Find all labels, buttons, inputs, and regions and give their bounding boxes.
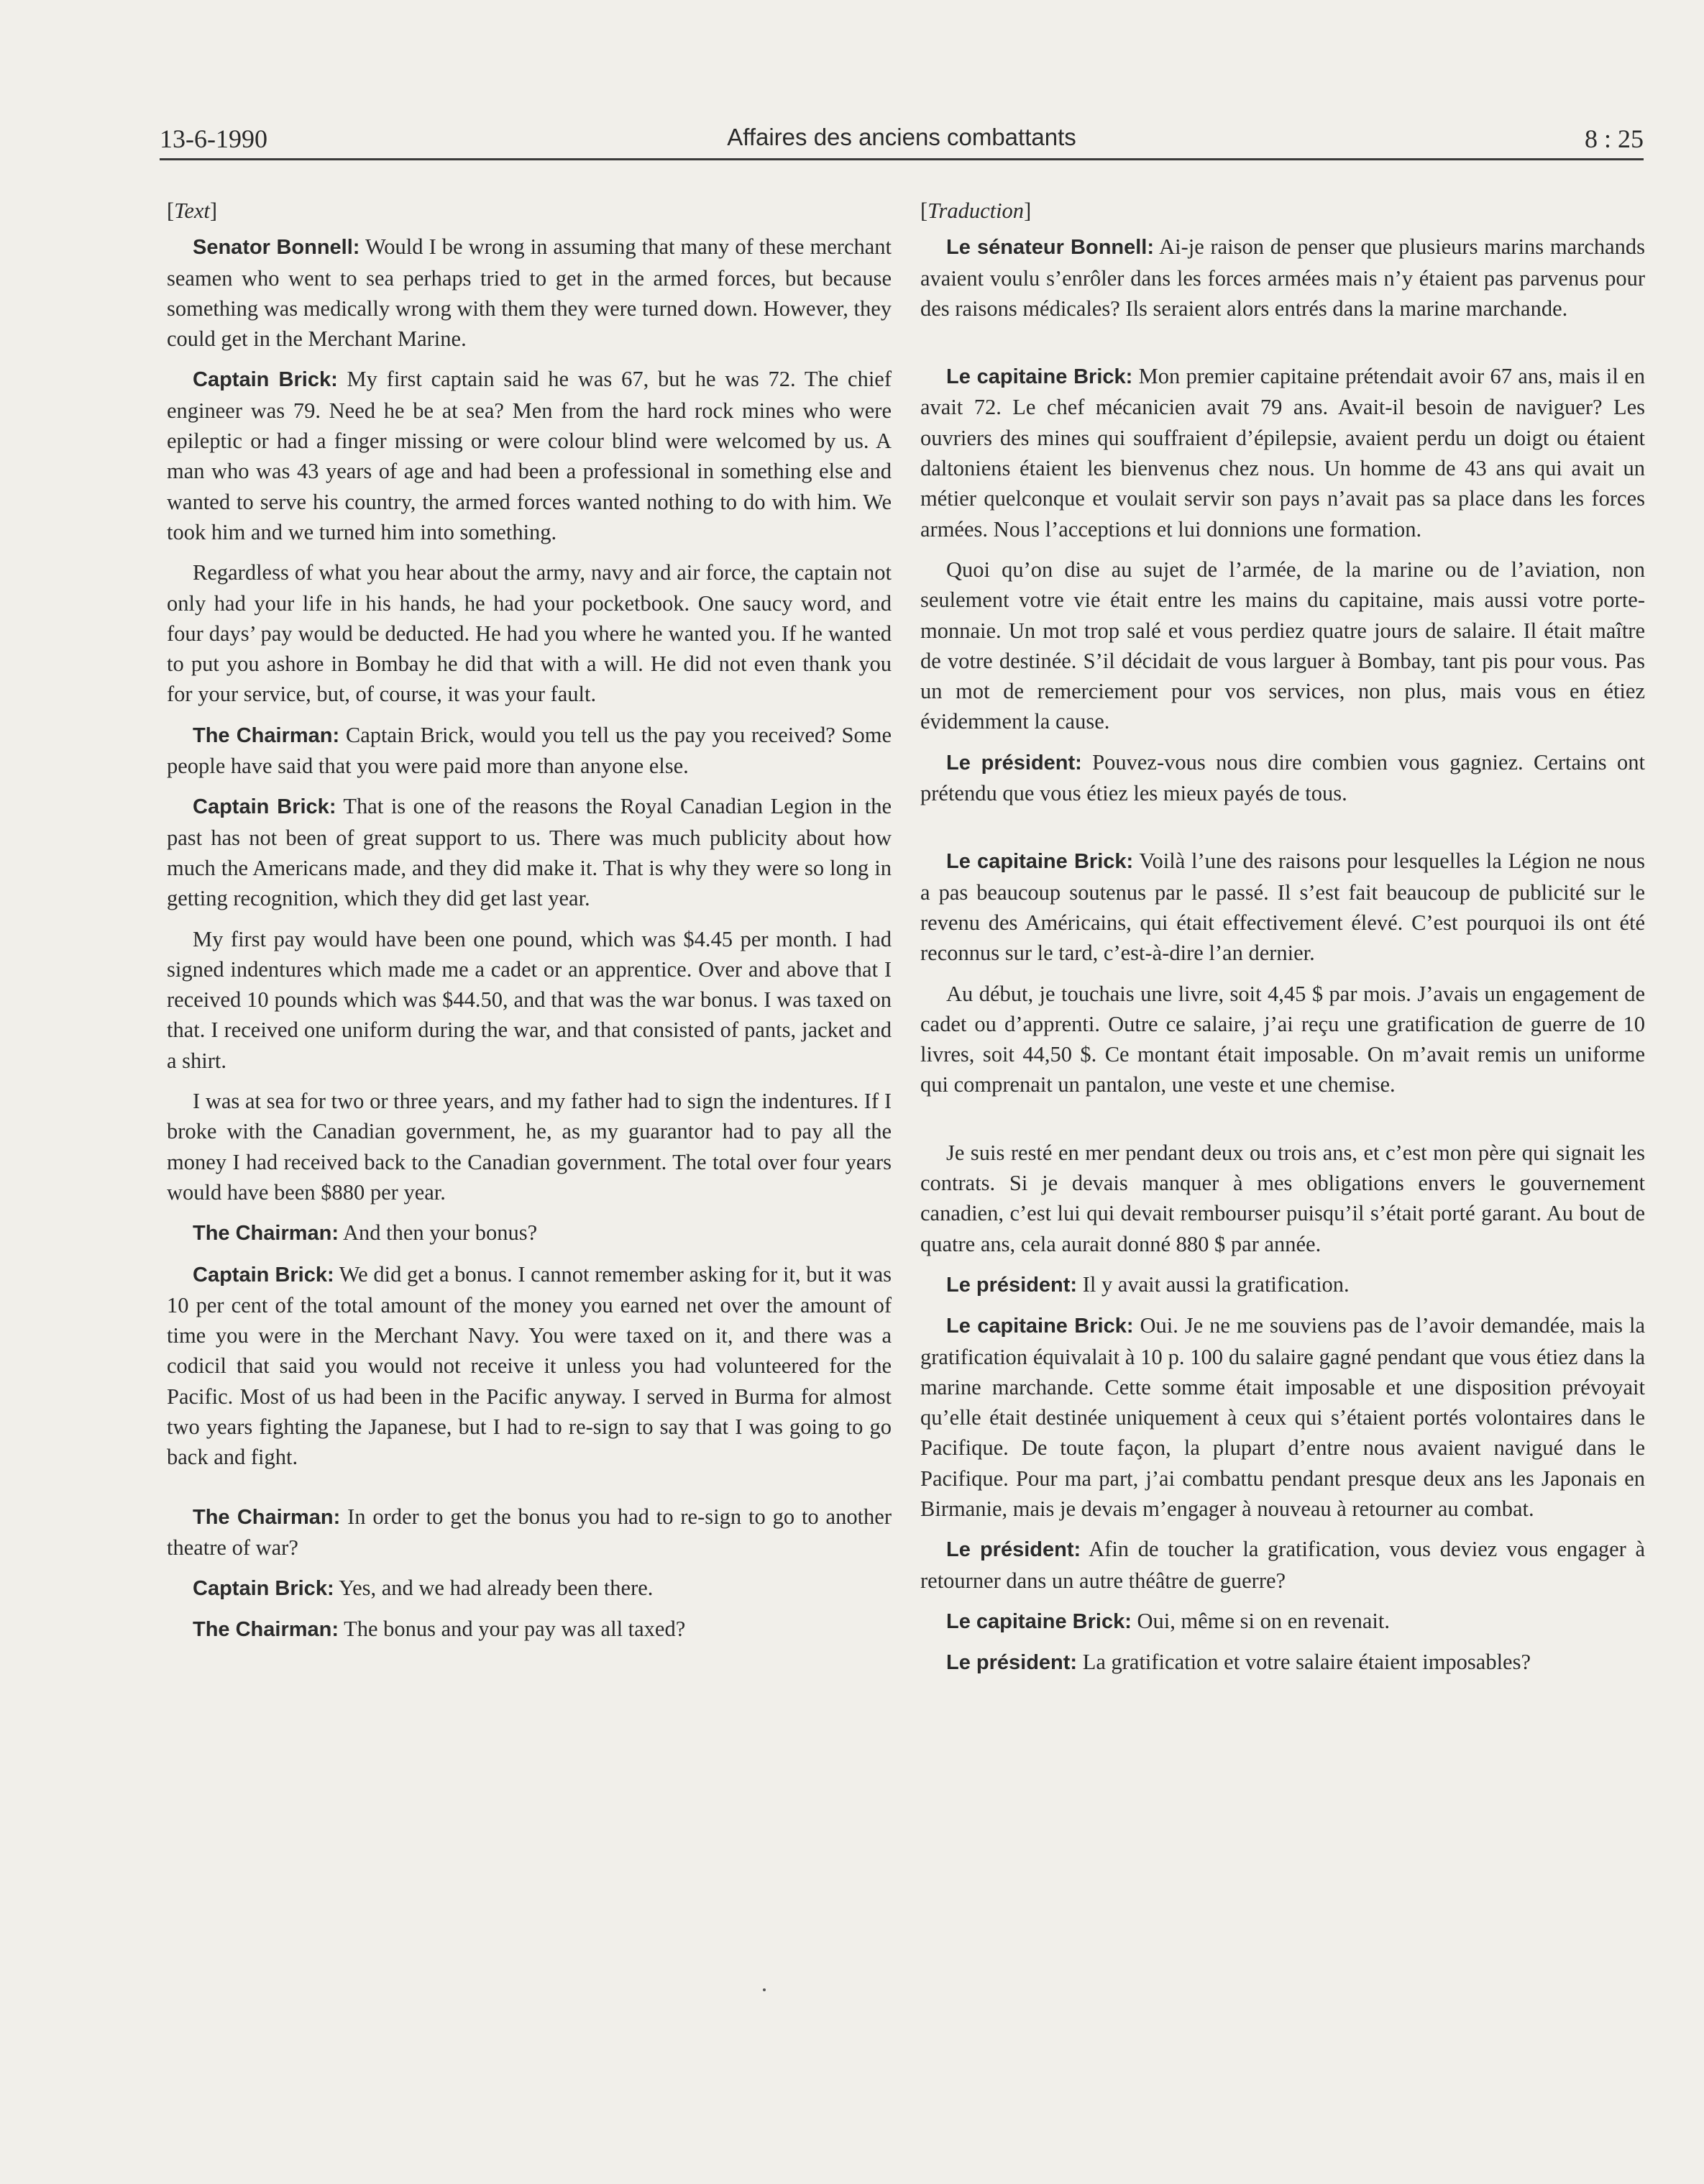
page-header <box>160 121 1644 161</box>
continuation-paragraph <box>920 979 1645 1100</box>
speech-paragraph <box>920 1269 1645 1300</box>
section-tag: [Text] <box>167 198 218 223</box>
paragraph-text: Mon premier capitaine prétendait avoir 67 ans, mais il en avait 72. Le chef mécanicien avait 79 ans. Avait-il besoin de naviguer? Les ouvriers des mines qui souffraient d’épilepsie, avaient perdu un doigt ou étaient daltoniens étaient les bienvenus chez nous. Un homme de 43 ans qui avait un métier quelconque et voulait servir son pays n’avait pas sa place dans les forces armées. Nous l’acceptions et lui donnions une formation. <box>920 364 1645 542</box>
paragraph-text: Au début, je touchais une livre, soit 4,45 $ par mois. J’avais un engagement de cadet ou d’apprenti. Outre ce salaire, j’ai reçu une gratification de guerre de 10 livres, soit 44,50 $. Ce montant était imposable. On m’avait remis un uniforme qui comprenait un pantalon, une veste et une chemise. <box>920 981 1645 1097</box>
speech-paragraph <box>920 1310 1645 1524</box>
header-rule <box>160 158 1644 160</box>
paragraph-text: My first pay would have been one pound, which was $4.45 per month. I had signed indentures which made me a cadet or an apprentice. Over and above that I received 10 pounds which was $44.50, and that was the war bonus. I was taxed on that. I received one uniform during the war, and that consisted of pants, jacket and a shirt. <box>167 926 892 1073</box>
continuation-paragraph <box>167 924 892 1076</box>
continuation-paragraph <box>167 557 892 709</box>
speech-paragraph <box>167 791 892 913</box>
speaker-name: Le président: <box>946 751 1082 775</box>
speaker-name: Le capitaine Brick: <box>946 850 1134 874</box>
continuation-paragraph <box>167 1086 892 1207</box>
english-column <box>167 196 892 1655</box>
speaker-name: The Chairman: <box>193 1618 339 1642</box>
speaker-name: Senator Bonnell: <box>193 236 360 260</box>
speech-paragraph <box>167 1259 892 1473</box>
speaker-name: Le président: <box>946 1273 1078 1297</box>
speaker-name: Captain Brick: <box>193 1263 334 1287</box>
paragraph-text: Regardless of what you hear about the army, navy and air force, the captain not only had your life in his hands, he had your pocketbook. One saucy word, and four days’ pay would be deducted. He had you where he wanted you. If he wanted to put you ashore in Bombay he did that with a will. He did not even thank you for your service, but, of course, it was your fault. <box>167 560 892 707</box>
paragraph-text: Oui, même si on en revenait. <box>1131 1608 1390 1633</box>
paragraph-text: Voilà l’une des raisons pour lesquelles la Légion ne nous a pas beaucoup soutenus par le passé. Il s’est fait beaucoup de publicité sur le revenu des Américains, qui était effectivement élevé. C’est pourquoi ils ont été reconnus sur le tard, c’est-à-dire l’an dernier. <box>920 849 1645 966</box>
speech-paragraph <box>167 232 892 354</box>
paragraph-text: Pouvez-vous nous dire combien vous gagniez. Certains ont prétendu que vous étiez les mieux payés de tous. <box>920 749 1645 806</box>
speaker-name: Captain Brick: <box>193 795 336 819</box>
speech-paragraph <box>167 1502 892 1563</box>
speaker-name: Le capitaine Brick: <box>946 1609 1132 1633</box>
speaker-name: Captain Brick: <box>193 368 338 392</box>
header-title: Affaires des anciens combattants <box>727 124 1076 150</box>
french-column <box>920 196 1645 1688</box>
speaker-name: The Chairman: <box>193 1505 341 1529</box>
speech-paragraph <box>167 1614 892 1645</box>
speaker-name: The Chairman: <box>193 1222 339 1246</box>
speech-paragraph <box>920 1606 1645 1637</box>
speaker-name: The Chairman: <box>193 723 340 747</box>
paragraph-text: That is one of the reasons the Royal Canadian Legion in the past has not been of great support to us. There was much publicity about how much the Americans made, and they did make it. That is why they were so long in getting recognition, which they did get last year. <box>167 794 892 911</box>
section-tag-label: Text <box>174 198 210 223</box>
speech-paragraph <box>920 361 1645 544</box>
speech-paragraph <box>167 720 892 782</box>
paragraph-text: Quoi qu’on dise au sujet de l’armée, de la marine ou de l’aviation, non seulement votre vie était entre les mains du capitaine, mais aussi votre porte-monnaie. Un mot trop salé et vous perdiez quatre jours de salaire. Il était maître de votre destinée. S’il décidait de vous larguer à Bombay, tant pis pour vous. Pas un mot de remerciement pour vos services, non plus, mais vous en étiez évidemment la cause. <box>920 557 1645 734</box>
paragraph-text: And then your bonus? <box>339 1220 538 1246</box>
paragraph-text: The bonus and your pay was all taxed? <box>339 1617 686 1642</box>
continuation-paragraph <box>920 1138 1645 1259</box>
paragraph-text: My first captain said he was 67, but he was 72. The chief engineer was 79. Need he be at sea? Men from the hard rock mines who were epileptic or had a finger missing or were colour blind were welcomed by us. A man who was 43 years of age and had been a professional in something else and wanted to serve his country, the armed forces wanted nothing to do with him. We took him and we turned him into something. <box>167 367 892 544</box>
speaker-name: Le sénateur Bonnell: <box>946 236 1155 260</box>
speech-paragraph <box>167 1573 892 1604</box>
paragraph-text: Afin de toucher la gratification, vous deviez vous engager à retourner dans un autre théâtre de guerre? <box>920 1537 1646 1593</box>
paragraph-text: Yes, and we had already been there. <box>334 1576 654 1601</box>
speaker-name: Le président: <box>946 1538 1081 1562</box>
paragraph-text: I was at sea for two or three years, and my father had to sign the indentures. If I broke with the Canadian government, he, as my guarantor had to pay all the money I had received back to the Canadian government. The total over four years would have been $880 per year. <box>167 1089 892 1205</box>
speech-paragraph <box>920 232 1645 324</box>
paragraph-text: Captain Brick, would you tell us the pay you received? Some people have said that you were paid more than anyone else. <box>167 722 892 779</box>
speaker-name: Captain Brick: <box>193 1577 334 1601</box>
paragraph-text: Ai-je raison de penser que plusieurs marins marchands avaient voulu s’enrôler dans les forces armées mais n’y étaient pas parvenus pour des raisons médicales? Ils seraient alors entrés dans la marine marchande. <box>920 234 1646 321</box>
header-page-number: 8 : 25 <box>1584 124 1644 153</box>
speaker-name: Le capitaine Brick: <box>946 1315 1134 1338</box>
speaker-name: Le capitaine Brick: <box>946 365 1133 389</box>
stray-mark <box>763 1988 766 1991</box>
speaker-name: Le président: <box>946 1651 1078 1675</box>
paragraph-text: Je suis resté en mer pendant deux ou trois ans, et c’est mon père qui signait les contrats. Si je devais manquer à mes obligations envers le gouvernement canadien, c’est lui qui devait rembourser puisqu’il s’était porté garant. Au bout de quatre ans, cela aurait donné 880 $ par année. <box>920 1140 1645 1256</box>
speech-paragraph <box>920 1647 1645 1678</box>
paragraph-text: Would I be wrong in assuming that many of these merchant seamen who went to sea perhaps tried to get in the armed forces, but because something was medically wrong with them they were turned down. However, they could get in the Merchant Marine. <box>167 234 892 352</box>
section-tag: [Traduction] <box>920 198 1032 223</box>
header-date: 13-6-1990 <box>160 124 267 153</box>
speech-paragraph <box>167 1217 892 1248</box>
section-tag-label: Traduction <box>927 198 1025 223</box>
speech-paragraph <box>920 747 1645 809</box>
paragraph-text: In order to get the bonus you had to re-sign to go to another theatre of war? <box>167 1504 892 1560</box>
paragraph-text: We did get a bonus. I cannot remember asking for it, but it was 10 per cent of the total amount of the money you earned net over the amount of time you were in the Merchant Navy. You were taxed on it, and there was a codicil that said you would not receive it unless you had volunteered for the Pacific. Most of us had been in the Pacific anyway. I served in Burma for almost two years fighting the Japanese, but I had to re-sign to say that I was going to go back and fight. <box>167 1261 892 1470</box>
continuation-paragraph <box>920 554 1645 737</box>
speech-paragraph <box>167 364 892 547</box>
speech-paragraph <box>920 846 1645 968</box>
paragraph-text: Oui. Je ne me souviens pas de l’avoir demandée, mais la gratification équivalait à 10 p. 100 du salaire gagné pendant que vous étiez dans la marine marchande. Cette somme était imposable et une disposition prévoyait qu’elle était destinée uniquement à ceux qui s’étaient portés volontaires dans le Pacifique. De toute façon, la plupart d’entre nous avaient navigué dans le Pacifique. Pour ma part, j’ai combattu pendant presque deux ans les Japonais en Birmanie, mais je devais m’engager à nouveau à retourner au combat. <box>920 1313 1645 1521</box>
paragraph-text: La gratification et votre salaire étaient imposables? <box>1077 1650 1531 1675</box>
speech-paragraph <box>920 1534 1645 1596</box>
paragraph-text: Il y avait aussi la gratification. <box>1077 1271 1350 1297</box>
